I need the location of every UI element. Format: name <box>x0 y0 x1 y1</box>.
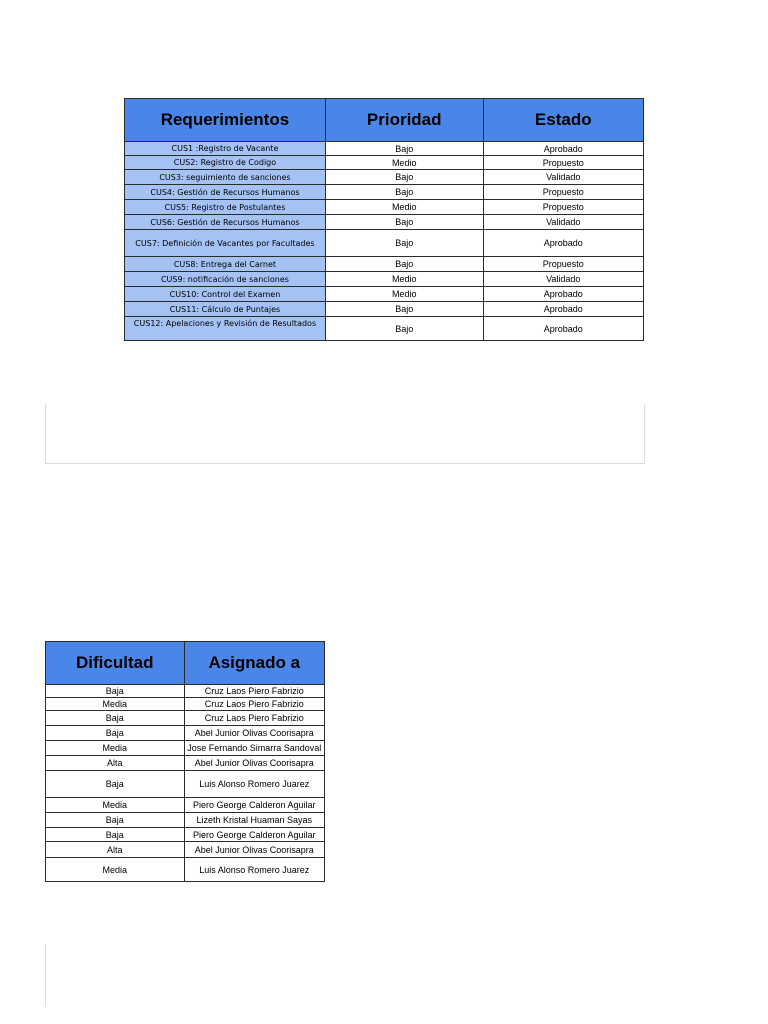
requirement-cell: CUS11: Cálculo de Puntajes <box>125 302 326 317</box>
table-row <box>125 287 644 302</box>
difficulty-cell: Media <box>46 698 185 711</box>
table-row <box>46 828 325 842</box>
requirement-cell: CUS5: Registro de Postulantes <box>125 200 326 215</box>
status-cell: Propuesto <box>483 257 644 272</box>
difficulty-table <box>45 641 325 882</box>
assignee-cell: Cruz Laos Piero Fabrizio <box>184 711 325 726</box>
assignee-cell: Cruz Laos Piero Fabrizio <box>184 698 325 711</box>
embedded-frame-border <box>45 404 645 464</box>
assignee-cell: Cruz Laos Piero Fabrizio <box>184 685 325 698</box>
difficulty-cell: Baja <box>46 711 185 726</box>
status-cell: Validado <box>483 215 644 230</box>
assignee-cell: Abel Junior Olivas Coorisapra <box>184 726 325 741</box>
priority-cell: Bajo <box>325 215 483 230</box>
assignee-cell: Piero George Calderon Aguilar <box>184 798 325 813</box>
header-estado: Estado <box>483 99 644 142</box>
priority-cell: Bajo <box>325 230 483 257</box>
table-row <box>125 170 644 185</box>
priority-cell: Bajo <box>325 185 483 200</box>
table-row <box>125 257 644 272</box>
difficulty-cell: Baja <box>46 685 185 698</box>
priority-cell: Medio <box>325 287 483 302</box>
assignee-cell: Abel Junior Olivas Coorisapra <box>184 842 325 858</box>
difficulty-cell: Media <box>46 798 185 813</box>
status-cell: Propuesto <box>483 156 644 170</box>
table-row <box>46 741 325 756</box>
assignee-cell: Lizeth Kristal Huaman Sayas <box>184 813 325 828</box>
requirement-cell: CUS7: Definición de Vacantes por Facultades <box>125 230 326 257</box>
requirement-cell: CUS12: Apelaciones y Revisión de Resultados <box>125 317 326 341</box>
requirements-header-row <box>125 99 644 142</box>
header-asignado: Asignado a <box>184 642 325 685</box>
priority-cell: Bajo <box>325 302 483 317</box>
status-cell: Aprobado <box>483 287 644 302</box>
priority-cell: Bajo <box>325 170 483 185</box>
header-dificultad: Dificultad <box>46 642 185 685</box>
requirements-table <box>124 98 644 341</box>
status-cell: Aprobado <box>483 142 644 156</box>
difficulty-cell: Baja <box>46 828 185 842</box>
difficulty-cell: Baja <box>46 771 185 798</box>
assignee-cell: Luis Alonso Romero Juarez <box>184 858 325 882</box>
assignee-cell: Abel Junior Olivas Coorisapra <box>184 756 325 771</box>
difficulty-cell: Alta <box>46 842 185 858</box>
difficulty-cell: Baja <box>46 813 185 828</box>
status-cell: Validado <box>483 272 644 287</box>
status-cell: Validado <box>483 170 644 185</box>
difficulty-cell: Baja <box>46 726 185 741</box>
header-requerimientos: Requerimientos <box>125 99 326 142</box>
table-row <box>125 215 644 230</box>
requirement-cell: CUS8: Entrega del Carnet <box>125 257 326 272</box>
requirement-cell: CUS3: seguimiento de sanciones <box>125 170 326 185</box>
header-prioridad: Prioridad <box>325 99 483 142</box>
table-row <box>46 726 325 741</box>
table-row <box>125 317 644 341</box>
requirement-cell: CUS1 :Registro de Vacante <box>125 142 326 156</box>
table-row <box>46 711 325 726</box>
difficulty-cell: Alta <box>46 756 185 771</box>
requirement-cell: CUS6: Gestión de Recursos Humanos <box>125 215 326 230</box>
table-row <box>46 685 325 698</box>
difficulty-cell: Media <box>46 858 185 882</box>
table-row <box>46 842 325 858</box>
priority-cell: Medio <box>325 272 483 287</box>
status-cell: Aprobado <box>483 317 644 341</box>
table-row <box>46 771 325 798</box>
table-row <box>46 813 325 828</box>
priority-cell: Bajo <box>325 142 483 156</box>
table-row <box>125 230 644 257</box>
table-row <box>125 302 644 317</box>
table-row <box>125 142 644 156</box>
status-cell: Propuesto <box>483 185 644 200</box>
difficulty-cell: Media <box>46 741 185 756</box>
assignee-cell: Jose Fernando Simarra Sandoval <box>184 741 325 756</box>
requirement-cell: CUS9: notificación de sanciones <box>125 272 326 287</box>
priority-cell: Medio <box>325 200 483 215</box>
priority-cell: Medio <box>325 156 483 170</box>
assignee-cell: Piero George Calderon Aguilar <box>184 828 325 842</box>
table-row <box>125 200 644 215</box>
requirement-cell: CUS4: Gestión de Recursos Humanos <box>125 185 326 200</box>
priority-cell: Bajo <box>325 317 483 341</box>
assignee-cell: Luis Alonso Romero Juarez <box>184 771 325 798</box>
table-row <box>46 858 325 882</box>
priority-cell: Bajo <box>325 257 483 272</box>
table-row <box>125 185 644 200</box>
status-cell: Propuesto <box>483 200 644 215</box>
requirement-cell: CUS2: Registro de Codigo <box>125 156 326 170</box>
status-cell: Aprobado <box>483 302 644 317</box>
table-row <box>125 156 644 170</box>
table-row <box>46 698 325 711</box>
table-row <box>46 756 325 771</box>
embedded-frame-border <box>45 944 46 1006</box>
status-cell: Aprobado <box>483 230 644 257</box>
difficulty-header-row <box>46 642 325 685</box>
table-row <box>125 272 644 287</box>
table-row <box>46 798 325 813</box>
requirement-cell: CUS10: Control del Examen <box>125 287 326 302</box>
